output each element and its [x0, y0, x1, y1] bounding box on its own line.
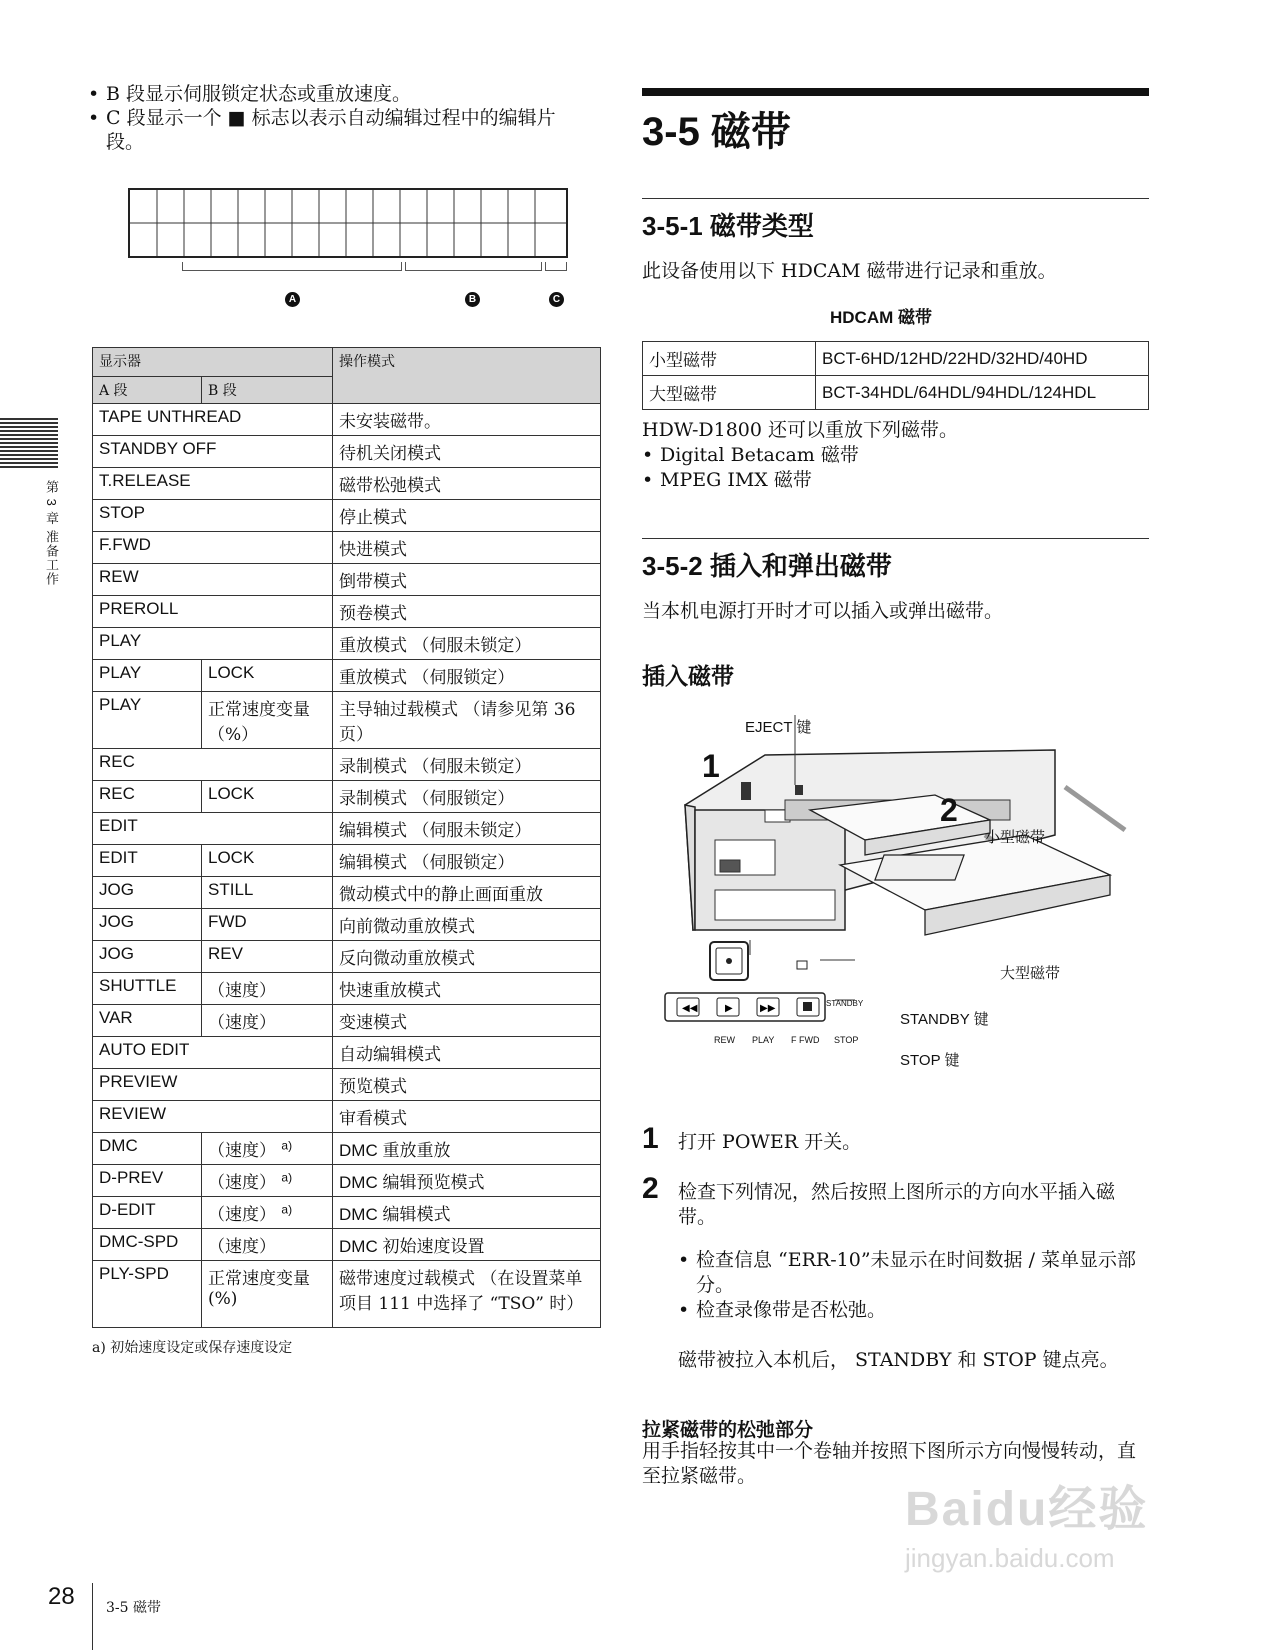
tape-kind: 小型磁带	[643, 342, 816, 376]
cell-b	[202, 1165, 333, 1197]
table-row	[93, 1261, 601, 1328]
cell-a: TAPE UNTHREAD	[93, 404, 333, 436]
cell-a: T.RELEASE	[93, 468, 333, 500]
cell-b-text: （速度）	[208, 1205, 276, 1225]
cell-a: STANDBY OFF	[93, 436, 333, 468]
brace-c	[545, 262, 567, 271]
cell-a: REW	[93, 564, 333, 596]
table-row	[93, 973, 601, 1005]
cell-b: （速度）	[202, 1229, 333, 1261]
check-item: • 检查信息 “ERR-10”未显示在时间数据 / 菜单显示部分。	[678, 1248, 1156, 1298]
table-row	[643, 342, 1149, 376]
cell-mode: 未安装磁带。	[333, 404, 601, 436]
step-1-text: 打开 POWER 开关。	[678, 1131, 862, 1153]
cell-a: JOG	[93, 877, 202, 909]
table-row	[93, 1133, 601, 1165]
table-row	[93, 500, 601, 532]
cell-a: REC	[93, 781, 202, 813]
table-row	[93, 468, 601, 500]
footnote-mark: a)	[281, 1138, 293, 1153]
label-a-icon: A	[285, 292, 300, 307]
cell-a: PLAY	[93, 628, 333, 660]
step-2-text: 检查下列情况，然后按照上图所示的方向水平插入磁带。	[678, 1181, 1116, 1228]
cell-b	[202, 1197, 333, 1229]
table-row	[93, 1229, 601, 1261]
table-row	[643, 376, 1149, 410]
cell-mode: 快速重放模式	[333, 973, 601, 1005]
footnote-mark: a)	[281, 1170, 293, 1185]
cell-mode: 录制模式 （伺服未锁定）	[333, 749, 601, 781]
sub2-title: 3-5-2 插入和弹出磁带	[642, 551, 892, 581]
cell-a: REC	[93, 749, 333, 781]
cell-mode: 重放模式 （伺服未锁定）	[333, 628, 601, 660]
cell-b: LOCK	[202, 781, 333, 813]
cell-mode: 快进模式	[333, 532, 601, 564]
cell-mode: DMC 编辑模式	[333, 1197, 601, 1229]
svg-text:▶: ▶	[725, 1003, 733, 1014]
table-row	[93, 660, 601, 692]
cell-mode: 待机关闭模式	[333, 436, 601, 468]
chapter-tab: 第 3 章 准备工作	[44, 480, 59, 587]
cell-a: DMC	[93, 1133, 202, 1165]
cell-a: PLAY	[93, 692, 202, 749]
label-large-cassette: 大型磁带	[1000, 964, 1061, 982]
callout-2: 2	[940, 792, 958, 828]
label-small-cassette: 小型磁带	[985, 828, 1046, 846]
page-number: 28	[48, 1583, 75, 1610]
section-title: 3-5 磁带	[642, 110, 791, 154]
btn-label-rew: REW	[714, 1035, 735, 1045]
label-stop-key: STOP 键	[900, 1052, 960, 1069]
step-2-number: 2	[642, 1172, 659, 1205]
cell-mode: 反向微动重放模式	[333, 941, 601, 973]
slack-heading: 拉紧磁带的松弛部分	[642, 1420, 814, 1441]
sub2-rule	[642, 538, 1149, 539]
cell-a: REVIEW	[93, 1101, 333, 1133]
cell-a: D-PREV	[93, 1165, 202, 1197]
header-display: 显示器	[93, 348, 333, 377]
cell-a: PREROLL	[93, 596, 333, 628]
slack-text: 用手指轻按其中一个卷轴并按照下图所示方向慢慢转动，直至拉紧磁带。	[642, 1440, 1137, 1487]
tape-models: BCT-34HDL/64HDL/94HDL/124HDL	[816, 376, 1149, 410]
cell-mode: 审看模式	[333, 1101, 601, 1133]
baidu-watermark	[905, 1470, 1205, 1600]
cell-a: PLAY	[93, 660, 202, 692]
cell-mode: 自动编辑模式	[333, 1037, 601, 1069]
table-row	[93, 692, 601, 749]
cell-mode: DMC 初始速度设置	[333, 1229, 601, 1261]
section-top-bar	[642, 88, 1149, 96]
btn-label-play: PLAY	[752, 1035, 775, 1045]
cell-mode: 磁带速度过载模式 （在设置菜单项目 111 中选择了 “TSO” 时）	[333, 1261, 601, 1328]
cell-a: JOG	[93, 941, 202, 973]
insert-heading: 插入磁带	[642, 663, 734, 689]
cell-a: STOP	[93, 500, 333, 532]
table-row	[93, 941, 601, 973]
sub1-title: 3-5-1 磁带类型	[642, 211, 814, 241]
brace-a	[182, 262, 402, 271]
cell-a: DMC-SPD	[93, 1229, 202, 1261]
table-row	[93, 564, 601, 596]
cell-b	[202, 1133, 333, 1165]
lcd-grid-lines	[130, 190, 566, 256]
sub2-intro: 当本机电源打开时才可以插入或弹出磁带。	[642, 600, 1004, 622]
cell-b-text: （速度）	[208, 1141, 276, 1161]
cell-a: PLY-SPD	[93, 1261, 202, 1328]
cell-b: REV	[202, 941, 333, 973]
running-header: 3-5 磁带	[106, 1600, 161, 1616]
table-row	[93, 909, 601, 941]
cell-mode: 倒带模式	[333, 564, 601, 596]
tape-table	[642, 341, 1149, 410]
cell-a: SHUTTLE	[93, 973, 202, 1005]
cell-b: （速度）	[202, 973, 333, 1005]
cell-mode: 磁带松弛模式	[333, 468, 601, 500]
cell-a: EDIT	[93, 845, 202, 877]
cell-mode: 变速模式	[333, 1005, 601, 1037]
cell-mode: DMC 编辑预览模式	[333, 1165, 601, 1197]
cell-b: LOCK	[202, 845, 333, 877]
label-b-icon: B	[465, 292, 480, 307]
cell-b: FWD	[202, 909, 333, 941]
table-row	[93, 1069, 601, 1101]
tape-kind: 大型磁带	[643, 376, 816, 410]
table-row	[93, 436, 601, 468]
table-row	[93, 404, 601, 436]
table-row	[93, 532, 601, 564]
vtr-insert-diagram	[655, 715, 1145, 1085]
extra-tape-item: • MPEG IMX 磁带	[642, 468, 812, 493]
footer-divider	[92, 1583, 93, 1650]
header-mode: 操作模式	[333, 348, 601, 404]
watermark-main: Baidu经验	[905, 1483, 1149, 1536]
cell-mode: 停止模式	[333, 500, 601, 532]
cell-mode: 预览模式	[333, 1069, 601, 1101]
cell-a: EDIT	[93, 813, 333, 845]
label-standby-key: STANDBY 键	[900, 1011, 989, 1028]
table-row	[93, 596, 601, 628]
cell-mode: 录制模式 （伺服锁定）	[333, 781, 601, 813]
cell-mode: 主导轴过载模式 （请参见第 36 页）	[333, 692, 601, 749]
table-row	[93, 1005, 601, 1037]
intro-bullets	[88, 82, 588, 154]
sub1-rule	[642, 198, 1149, 199]
chapter-stripes	[0, 418, 58, 468]
header-seg-b: B 段	[202, 377, 333, 404]
cell-mode: 重放模式 （伺服锁定）	[333, 660, 601, 692]
eject-key-icon[interactable]	[795, 785, 803, 795]
label-eject-key: EJECT 键	[745, 719, 812, 736]
tape-models: BCT-6HD/12HD/22HD/32HD/40HD	[816, 342, 1149, 376]
svg-text:◀◀: ◀◀	[682, 1003, 698, 1014]
cell-a: JOG	[93, 909, 202, 941]
table-row	[93, 813, 601, 845]
tape-table-caption: HDCAM 磁带	[830, 308, 932, 327]
table-footnote: a) 初始速度设定或保存速度设定	[92, 1340, 293, 1356]
cell-mode: 微动模式中的静止画面重放	[333, 877, 601, 909]
cell-b: LOCK	[202, 660, 333, 692]
table-row	[93, 877, 601, 909]
btn-label-standby: STANDBY	[826, 999, 864, 1008]
callout-1: 1	[702, 748, 720, 784]
cell-mode: 编辑模式 （伺服锁定）	[333, 845, 601, 877]
control-buttons	[665, 942, 825, 1021]
svg-text:▶▶: ▶▶	[760, 1003, 776, 1014]
brace-b	[405, 262, 542, 271]
after-insert-text: 磁带被拉入本机后， STANDBY 和 STOP 键点亮。	[678, 1349, 1119, 1371]
intro-bullet-c: • C 段显示一个 ■ 标志以表示自动编辑过程中的编辑片段。	[88, 106, 588, 154]
extra-tape-item: • Digital Betacam 磁带	[642, 443, 859, 468]
table-row	[93, 1165, 601, 1197]
step-1-number: 1	[642, 1122, 659, 1155]
table-row	[93, 1037, 601, 1069]
cell-mode: 编辑模式 （伺服未锁定）	[333, 813, 601, 845]
btn-label-stop: STOP	[834, 1035, 859, 1045]
sub1-intro: 此设备使用以下 HDCAM 磁带进行记录和重放。	[642, 260, 1057, 282]
intro-bullet-b: • B 段显示伺服锁定状态或重放速度。	[88, 82, 588, 106]
cell-mode: 预卷模式	[333, 596, 601, 628]
cell-a: PREVIEW	[93, 1069, 333, 1101]
label-c-icon: C	[549, 292, 564, 307]
table-row	[93, 1101, 601, 1133]
cell-b: STILL	[202, 877, 333, 909]
table-row	[93, 749, 601, 781]
table-row	[93, 781, 601, 813]
cell-a: AUTO EDIT	[93, 1037, 333, 1069]
cell-b: 正常速度变量 (%)	[202, 1261, 333, 1328]
cell-a: F.FWD	[93, 532, 333, 564]
cell-b: （速度）	[202, 1005, 333, 1037]
cell-b-text: （速度）	[208, 1173, 276, 1193]
cell-a: D-EDIT	[93, 1197, 202, 1229]
table-row	[93, 1197, 601, 1229]
cell-mode: 向前微动重放模式	[333, 909, 601, 941]
table-row	[93, 628, 601, 660]
check-item: • 检查录像带是否松弛。	[678, 1298, 886, 1323]
header-seg-a: A 段	[93, 377, 202, 404]
table-row	[93, 845, 601, 877]
watermark-url: jingyan.baidu.com	[905, 1543, 1115, 1573]
cell-mode: DMC 重放重放	[333, 1133, 601, 1165]
lcd-grid-diagram	[128, 188, 568, 258]
power-switch-icon	[741, 782, 751, 800]
btn-label-ffwd: F FWD	[791, 1035, 820, 1045]
sub1-also: HDW-D1800 还可以重放下列磁带。	[642, 419, 958, 441]
cell-a: VAR	[93, 1005, 202, 1037]
mode-table	[92, 347, 601, 1328]
cell-b: 正常速度变量（%）	[202, 692, 333, 749]
footnote-mark: a)	[281, 1202, 293, 1217]
